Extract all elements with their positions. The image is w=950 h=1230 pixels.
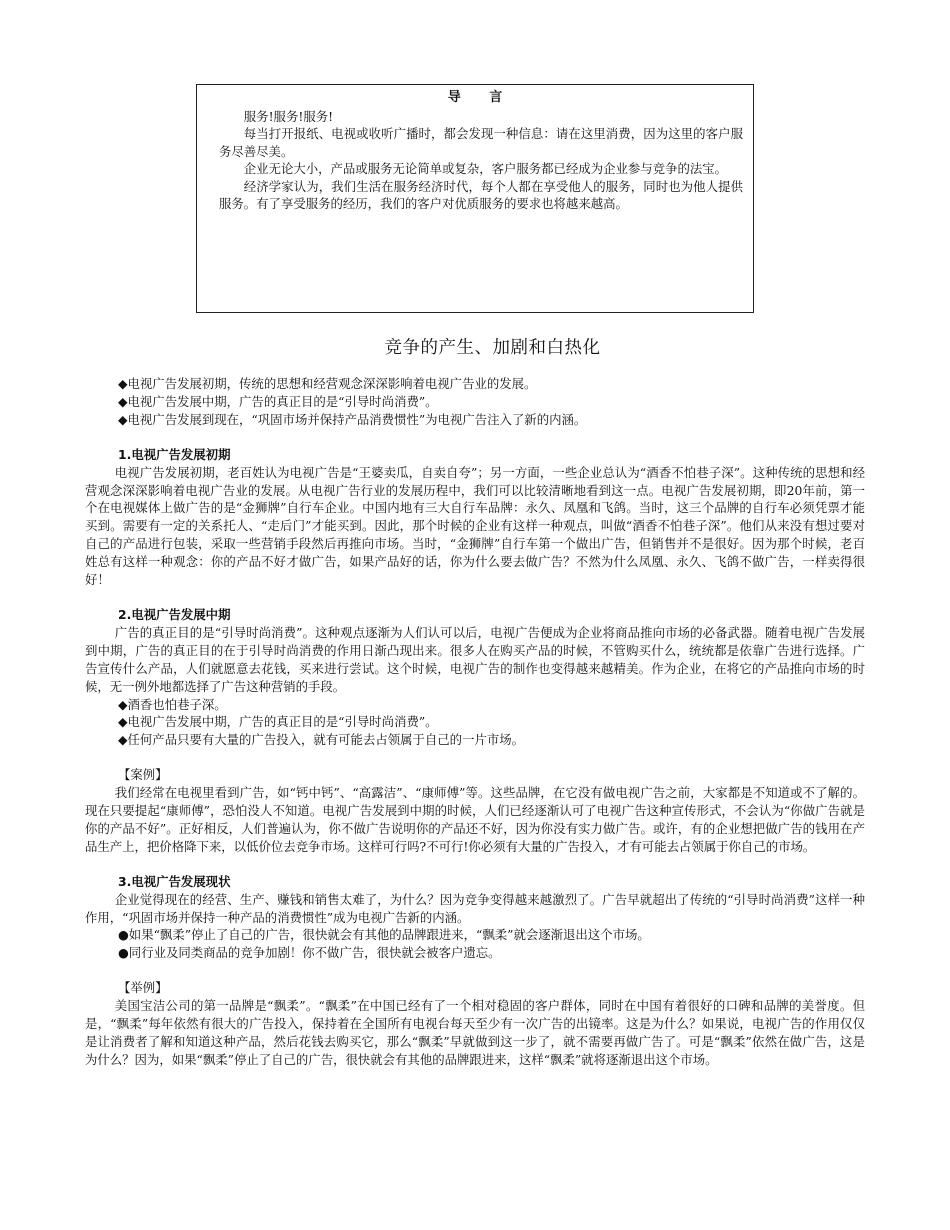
section-paragraph: 广告的真正目的是“引导时尚消费”。这种观点逐渐为人们认可以后，电视广告便成为企业将商品推向市场的必备武器。随着电视广告发展到中期，广告的真正目的在于引导时尚消费的作用日渐凸现出来。很多人在购买产品的时候，不管购买什么，统统都是依靠广告进行选择。广告宣传什么产品，人们就愿意去花钱，买来进行尝试。这个时候，电视广告的制作也变得越来越精美。作为企业，在将它的产品推向市场的时候，无一例外地都选择了广告这种营销的手段。 xyxy=(85,624,865,694)
intro-box xyxy=(196,84,754,313)
section-heading: 2.电视广告发展中期 xyxy=(118,606,231,622)
intro-paragraph: 企业无论大小，产品或服务无论简单或复杂，客户服务都已经成为企业参与竞争的法宝。 xyxy=(243,161,728,176)
intro-paragraph: 服务!服务!服务! xyxy=(243,108,334,124)
intro-paragraph: 每当打开报纸、电视或收听广播时，都会发现一种信息：请在这里消费，因为这里的客户服务尽善尽美。 xyxy=(219,126,743,159)
section-heading: 3.电视广告发展现状 xyxy=(118,873,231,889)
intro-paragraph: 经济学家认为，我们生活在服务经济时代，每个人都在享受他人的服务，同时也为他人提供服务。有了享受服务的经历，我们的客户对优质服务的要求也将越来越高。 xyxy=(219,178,743,211)
intro-title: 导 言 xyxy=(447,90,515,105)
bullet-item: ●同行业及同类商品的竞争加剧！你不做广告，很快就会被客户遗忘。 xyxy=(118,945,501,961)
case-paragraph: 美国宝洁公司的第一品牌是“飘柔”。“飘柔”在中国已经有了一个相对稳固的客户群体，同时在中国有着很好的口碑和品牌的美誉度。但是，“飘柔”每年依然有很大的广告投入，保持着在全国所有电视台每天至少有一次广告的出镜率。这是为什么？如果说，电视广告的作用仅仅是让消费者了解和知道这种产品，然后花钱去购买它，那么“飘柔”早就做到这一步了，就不需要再做广告了。可是“飘柔”依然在做广告，这是为什么？因为，如果“飘柔”停止了自己的广告，很快就会有其他的品牌跟进来，这样“飘柔”就将逐渐退出这个市场。 xyxy=(85,998,865,1067)
bullet-item: ◆酒香也怕巷子深。 xyxy=(118,696,227,712)
bullet-item: ◆任何产品只要有大量的广告投入，就有可能去占领属于自己的一片市场。 xyxy=(118,732,525,748)
page-title: 竞争的产生、加剧和白热化 xyxy=(384,338,601,358)
section-paragraph: 企业觉得现在的经营、生产、赚钱和销售太难了，为什么？因为竞争变得越来越激烈了。广告早就超出了传统的“引导时尚消费”这样一种作用，“巩固市场并保持一种产品的消费惯性”成为电视广告新的内涵。 xyxy=(85,891,865,925)
bullet-item: ◆电视广告发展中期，广告的真正目的是“引导时尚消费”。 xyxy=(118,714,438,730)
article-body xyxy=(85,375,865,1069)
summary-item: ◆电视广告发展中期，广告的真正目的是“引导时尚消费”。 xyxy=(118,393,438,409)
case-label: 【举例】 xyxy=(118,980,168,996)
case-label: 【案例】 xyxy=(118,767,168,783)
summary-item: ◆电视广告发展到现在，“巩固市场并保持产品消费惯性”为电视广告注入了新的内涵。 xyxy=(118,411,587,427)
section-heading: 1.电视广告发展初期 xyxy=(118,446,231,462)
bullet-item: ●如果“飘柔”停止了自己的广告，很快就会有其他的品牌跟进来，“飘柔”就会逐渐退出这个市场。 xyxy=(118,927,650,943)
case-paragraph: 我们经常在电视里看到广告，如“钙中钙”、“高露洁”、“康师傅”等。这些品牌，在它没有做电视广告之前，大家都是不知道或不了解的。现在只要提起“康师傅”，恐怕没人不知道。电视广告发展到中期的时候，人们已经逐渐认可了电视广告这种宣传形式，不会认为“你做广告就是你的产品不好”。正好相反，人们普遍认为，你不做广告说明你的产品还不好，因为你没有实力做广告。或许，有的企业想把做广告的钱用在产品生产上，把价格降下来，以低价位去竞争市场。这样可行吗?不可行!你必须有大量的广告投入，才有可能去占领属于你自己的市场。 xyxy=(85,785,865,854)
section-paragraph: 电视广告发展初期，老百姓认为电视广告是“王婆卖瓜，自卖自夸”；另一方面，一些企业总认为“酒香不怕巷子深”。这种传统的思想和经营观念深深影响着电视广告业的发展。从电视广告行业的发展历程中，我们可以比较清晰地看到这一点。电视广告发展初期，即20年前，第一个在电视媒体上做广告的是“金狮牌”自行车企业。中国内地有三大自行车品牌：永久、凤凰和飞鸽。当时，这三个品牌的自行车必须凭票才能买到。需要有一定的关系托人、“走后门”才能买到。因此，那个时候的企业有这样一种观点，叫做“酒香不怕巷子深”。他们从来没有想过要对自己的产品进行包装，采取一些营销手段然后再推向市场。当时，“金狮牌”自行车第一个做出广告，但销售并不是很好。因为那个时候，老百姓总有这样一种观念：你的产品不好才做广告，如果产品好的话，你为什么要去做广告？不然为什么凤凰、永久、飞鸽不做广告，一样卖得很好！ xyxy=(85,464,865,588)
summary-item: ◆电视广告发展初期，传统的思想和经营观念深深影响着电视广告业的发展。 xyxy=(118,376,537,391)
